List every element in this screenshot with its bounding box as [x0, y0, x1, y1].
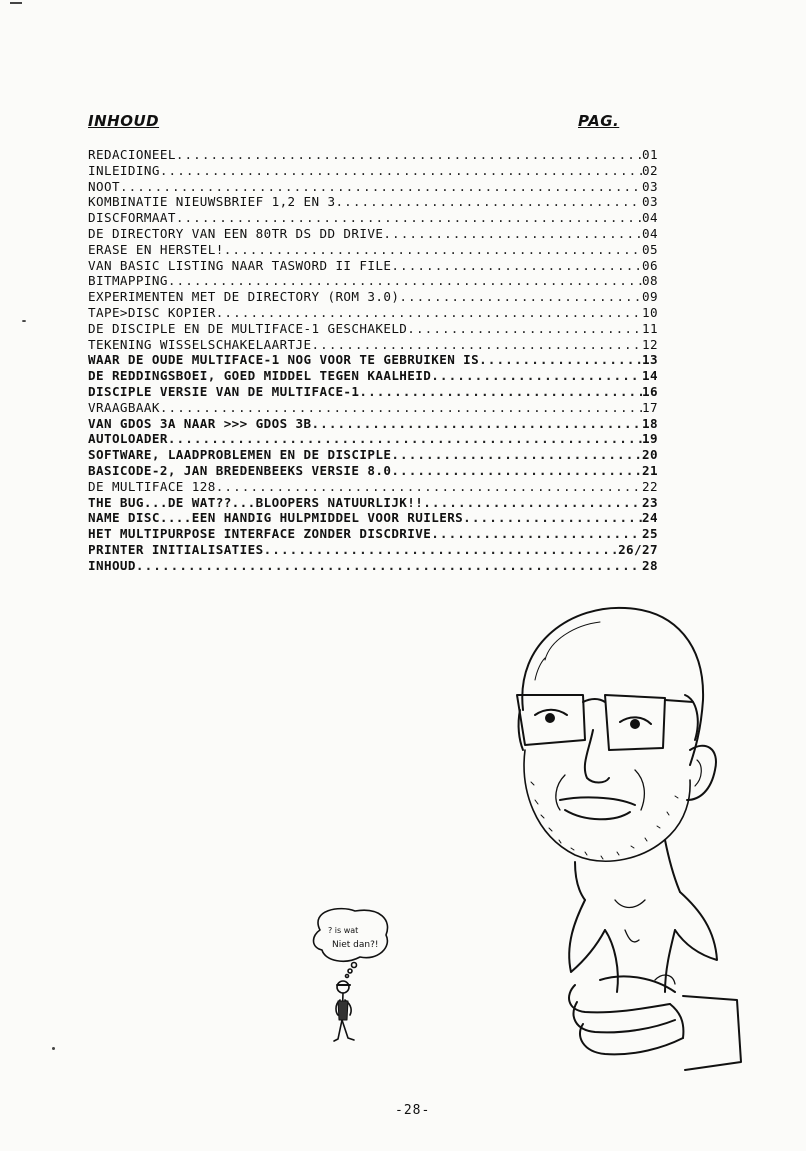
toc-entry-page: 19: [642, 431, 658, 447]
toc-leader-dots: [136, 558, 642, 574]
toc-entry-title: ERASE EN HERSTEL!: [88, 241, 224, 257]
ink-speck: [22, 320, 26, 322]
toc-entry-page: 26/27: [618, 541, 658, 557]
toc-leader-dots: [399, 289, 642, 305]
toc-entry-page: 25: [642, 526, 658, 542]
toc-entry-page: 20: [642, 447, 658, 463]
toc-leader-dots: [391, 463, 642, 479]
toc-entry-page: 22: [642, 478, 658, 494]
toc-entry: [88, 368, 658, 384]
toc-leader-dots: [160, 163, 642, 179]
toc-entry: [88, 431, 658, 447]
toc-entry-title: NOOT: [88, 178, 120, 194]
toc-entry-page: 10: [642, 304, 658, 320]
toc-entry: [88, 289, 658, 305]
toc-entry-title: INHOUD: [88, 557, 136, 573]
toc-leader-dots: [463, 510, 642, 526]
toc-leader-dots: [312, 416, 643, 432]
toc-entry-title: HET MULTIPURPOSE INTERFACE ZONDER DISCDRIVE: [88, 526, 432, 542]
toc-leader-dots: [407, 321, 642, 337]
toc-entry-title: DE DISCIPLE EN DE MULTIFACE-1 GESCHAKELD: [88, 320, 408, 336]
ink-speck: [10, 2, 22, 4]
toc-entry: [88, 416, 658, 432]
toc-entry: [88, 147, 658, 163]
toc-leader-dots: [264, 542, 618, 558]
toc-leader-dots: [383, 226, 642, 242]
page-column-heading: PAG.: [578, 112, 620, 130]
toc-leader-dots: [431, 368, 642, 384]
ink-speck: [52, 1047, 55, 1050]
toc-entry-title: DE DIRECTORY VAN EEN 80TR DS DD DRIVE: [88, 225, 384, 241]
toc-entry-title: KOMBINATIE NIEUWSBRIEF 1,2 EN 3: [88, 194, 336, 210]
toc-entry: [88, 447, 658, 463]
toc-entry-title: DISCFORMAAT: [88, 210, 176, 226]
toc-entry-page: 03: [642, 178, 658, 194]
toc-leader-dots: [176, 147, 642, 163]
toc-leader-dots: [176, 210, 642, 226]
toc-leader-dots: [359, 384, 642, 400]
toc-entry: [88, 194, 658, 210]
toc-leader-dots: [168, 431, 642, 447]
toc-entry-page: 04: [642, 225, 658, 241]
toc-entry: [88, 510, 658, 526]
toc-entry-page: 02: [642, 162, 658, 178]
speech-bubble-line-2: Niet dan?!: [332, 940, 379, 950]
toc-entry-page: 24: [642, 510, 658, 526]
toc-entry: [88, 384, 658, 400]
toc-entry: [88, 463, 658, 479]
toc-entry-title: AUTOLOADER: [88, 431, 168, 447]
toc-leader-dots: [216, 479, 642, 495]
toc-entry-title: DE REDDINGSBOEI, GOED MIDDEL TEGEN KAALHEID: [88, 368, 432, 384]
page-number: -28-: [395, 1103, 431, 1118]
toc-entry: [88, 258, 658, 274]
toc-entry: [88, 321, 658, 337]
toc-leader-dots: [120, 179, 642, 195]
toc-entry-page: 06: [642, 257, 658, 273]
toc-entry-page: 03: [642, 194, 658, 210]
table-of-contents: [88, 147, 658, 574]
toc-entry: [88, 558, 658, 574]
toc-leader-dots: [216, 305, 642, 321]
toc-entry-page: 04: [642, 210, 658, 226]
toc-leader-dots: [335, 194, 642, 210]
toc-entry-title: VRAAGBAAK: [88, 399, 160, 415]
toc-entry: [88, 337, 658, 353]
toc-entry-page: 13: [642, 352, 658, 368]
toc-entry-title: SOFTWARE, LAADPROBLEMEN EN DE DISCIPLE: [88, 447, 392, 463]
toc-leader-dots: [391, 447, 642, 463]
toc-entry: [88, 305, 658, 321]
toc-leader-dots: [391, 258, 642, 274]
toc-entry-title: EXPERIMENTEN MET DE DIRECTORY (ROM 3.0): [88, 289, 400, 305]
toc-entry: [88, 242, 658, 258]
toc-leader-dots: [431, 526, 642, 542]
toc-entry-title: REDACIONEEL: [88, 147, 176, 162]
toc-entry-title: PRINTER INITIALISATIES: [88, 541, 264, 557]
toc-entry-title: VAN GDOS 3A NAAR >>> GDOS 3B: [88, 415, 312, 431]
toc-entry-page: 09: [642, 289, 658, 305]
toc-leader-dots: [160, 400, 642, 416]
toc-entry: [88, 526, 658, 542]
toc-entry-page: 18: [642, 415, 658, 431]
toc-leader-dots: [479, 352, 642, 368]
toc-entry-title: TAPE>DISC KOPIER: [88, 304, 216, 320]
toc-leader-dots: [168, 273, 642, 289]
small-cartoon-figure: [300, 905, 400, 1055]
toc-entry-title: DISCIPLE VERSIE VAN DE MULTIFACE-1: [88, 383, 360, 399]
toc-leader-dots: [312, 337, 643, 353]
toc-entry-title: NAME DISC....EEN HANDIG HULPMIDDEL VOOR RUILERS: [88, 510, 464, 526]
toc-entry-title: VAN BASIC LISTING NAAR TASWORD II FILE: [88, 257, 392, 273]
toc-entry: [88, 495, 658, 511]
toc-entry-title: BASICODE-2, JAN BREDENBEEKS VERSIE 8.0: [88, 462, 392, 478]
toc-entry-title: DE MULTIFACE 128: [88, 478, 216, 494]
toc-leader-dots: [224, 242, 642, 258]
toc-entry: [88, 273, 658, 289]
toc-entry-page: 11: [642, 320, 658, 336]
toc-entry-title: BITMAPPING: [88, 273, 168, 289]
toc-entry-page: 21: [642, 462, 658, 478]
toc-entry: [88, 542, 658, 558]
toc-entry: [88, 226, 658, 242]
toc-entry-title: WAAR DE OUDE MULTIFACE-1 NOG VOOR TE GEBRUIKEN IS: [88, 352, 480, 368]
contents-heading: INHOUD: [88, 112, 160, 130]
toc-entry-page: 17: [642, 399, 658, 415]
toc-entry-page: 28: [642, 557, 658, 573]
toc-entry: [88, 479, 658, 495]
toc-entry-page: 14: [642, 368, 658, 384]
toc-entry-page: 05: [642, 241, 658, 257]
toc-entry: [88, 352, 658, 368]
caricature-portrait-drawing: [505, 600, 745, 1090]
toc-entry-page: 01: [642, 147, 658, 162]
toc-entry-title: THE BUG...DE WAT??...BLOOPERS NATUURLIJK!!: [88, 494, 424, 510]
toc-entry: [88, 210, 658, 226]
toc-entry: [88, 179, 658, 195]
toc-entry-page: 16: [642, 383, 658, 399]
toc-entry-title: INLEIDING: [88, 162, 160, 178]
toc-entry-title: TEKENING WISSELSCHAKELAARTJE: [88, 336, 312, 352]
toc-entry-page: 08: [642, 273, 658, 289]
toc-entry-page: 12: [642, 336, 658, 352]
toc-entry-page: 23: [642, 494, 658, 510]
toc-entry: [88, 163, 658, 179]
speech-bubble-line-1: ? is wat: [328, 926, 359, 935]
toc-entry: [88, 400, 658, 416]
toc-leader-dots: [423, 495, 642, 511]
